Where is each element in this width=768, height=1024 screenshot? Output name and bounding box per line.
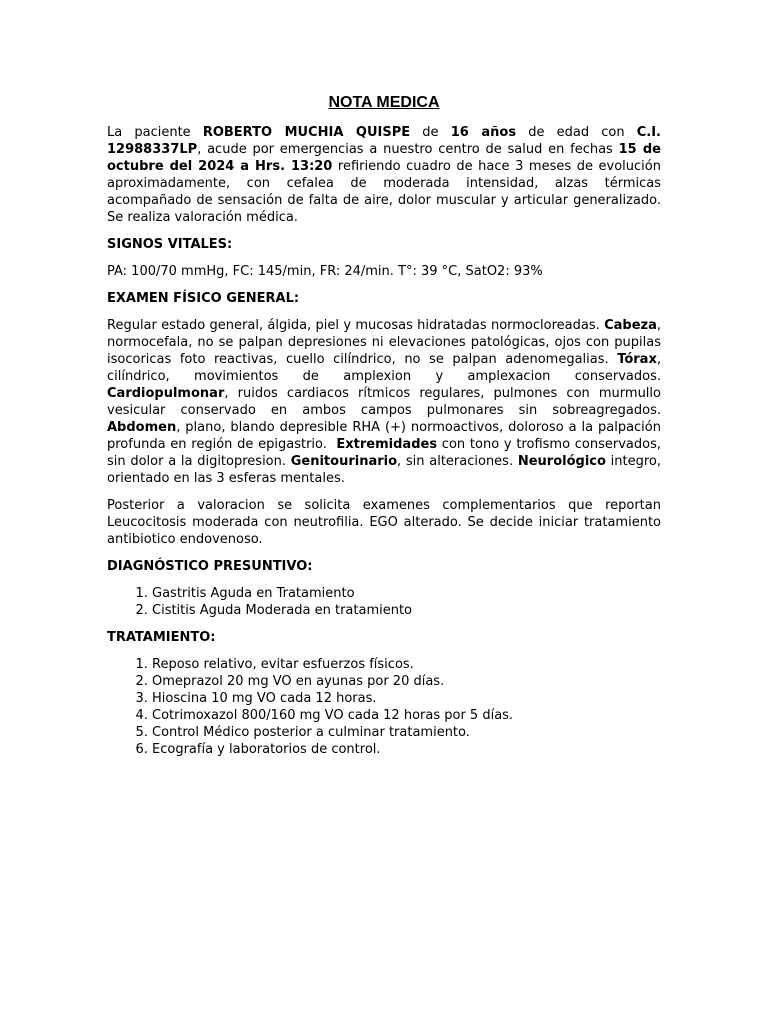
- intro-text: de edad con: [516, 125, 637, 140]
- vitals-text: PA: 100/70 mmHg, FC: 145/min, FR: 24/min. T°: 39 °C, SatO2: 93%: [107, 264, 543, 279]
- exam-label-genitourinario: Genitourinario: [290, 454, 398, 469]
- intro-text: de: [410, 125, 451, 140]
- intro-text: refiriendo cuadro de hace 3 meses de evolución aproximadamente, con cefalea de moderada intensidad, alzas térmicas acompañado de sensación de falta de aire, dolor muscular y articular generalizado. Se realiza valoración médica.: [107, 159, 661, 225]
- exam-heading: EXAMEN FÍSICO GENERAL:: [107, 291, 300, 306]
- patient-age: 16 años: [450, 125, 517, 140]
- intro-text: , acude por emergencias a nuestro centro de salud en fechas: [197, 142, 619, 157]
- exam-label-extremidades: Extremidades: [336, 437, 438, 452]
- document-body: [107, 92, 666, 768]
- list-item: 2. Omeprazol 20 mg VO en ayunas por 20 días.: [152, 673, 661, 690]
- followup-paragraph: Posterior a valoracion se solicita examenes complementarios que reportan Leucocitosis moderada con neutrofilia. EGO alterado. Se decide iniciar tratamiento antibiotico endovenoso.: [107, 498, 661, 547]
- exam-label-neurologico: Neurológico: [517, 454, 606, 469]
- exam-text-extremidades: con tono y trofismo conservados, sin dolor a la digitopresion.: [107, 437, 661, 469]
- exam-general: Regular estado general, álgida, piel y mucosas hidratadas normocloreadas.: [107, 318, 605, 333]
- exam-text-neurologico: integro, orientado en las 3 esferas mentales.: [107, 454, 661, 486]
- list-item: 1. Gastritis Aguda en Tratamiento: [152, 585, 661, 602]
- exam-label-torax: Tórax: [617, 352, 657, 367]
- exam-text-cardiopulmonar: , ruidos cardiacos rítmicos regulares, pulmones con murmullo vesicular conservado en ambos campos pulmonares sin sobreagregados.: [107, 386, 661, 418]
- diagnosis-heading: DIAGNÓSTICO PRESUNTIVO:: [107, 559, 313, 574]
- patient-id: C.I. 12988337LP: [107, 125, 661, 157]
- diagnosis-list: [107, 585, 661, 619]
- intro-text: La paciente: [107, 125, 203, 140]
- vitals-heading: SIGNOS VITALES:: [107, 237, 233, 252]
- exam-label-cabeza: Cabeza: [604, 318, 657, 333]
- intro-paragraph: [107, 124, 661, 226]
- list-item: 2. Cistitis Aguda Moderada en tratamiento: [152, 602, 661, 619]
- document-title: NOTA MEDICA: [328, 94, 440, 111]
- exam-label-cardiopulmonar: Cardiopulmonar: [107, 386, 225, 401]
- list-item: 5. Control Médico posterior a culminar tratamiento.: [152, 724, 661, 741]
- exam-label-abdomen: Abdomen: [107, 420, 177, 435]
- patient-name: ROBERTO MUCHIA QUISPE: [202, 125, 411, 140]
- visit-datetime: 15 de octubre del 2024 a Hrs. 13:20: [107, 142, 661, 174]
- treatment-heading: TRATAMIENTO:: [107, 630, 216, 645]
- exam-text-genitourinario: , sin alteraciones.: [397, 454, 518, 469]
- exam-text-torax: , cilíndrico, movimientos de amplexion y amplexacion conservados.: [107, 352, 661, 384]
- list-item: 4. Cotrimoxazol 800/160 mg VO cada 12 horas por 5 días.: [152, 707, 661, 724]
- exam-text-cabeza: , normocefala, no se palpan depresiones ni elevaciones patológicas, ojos con pupilas isocoricas foto reactivas, cuello cilíndrico, no se palpan adenomegalias.: [107, 318, 661, 367]
- exam-paragraph: [107, 317, 666, 487]
- exam-text-abdomen: , plano, blando depresible RHA (+) normoactivos, doloroso a la palpación profunda en región de epigastrio.: [107, 420, 666, 452]
- treatment-list: [107, 656, 661, 758]
- list-item: 6. Ecografía y laboratorios de control.: [152, 741, 661, 758]
- list-item: 3. Hioscina 10 mg VO cada 12 horas.: [152, 690, 661, 707]
- list-item: 1. Reposo relativo, evitar esfuerzos físicos.: [152, 656, 661, 673]
